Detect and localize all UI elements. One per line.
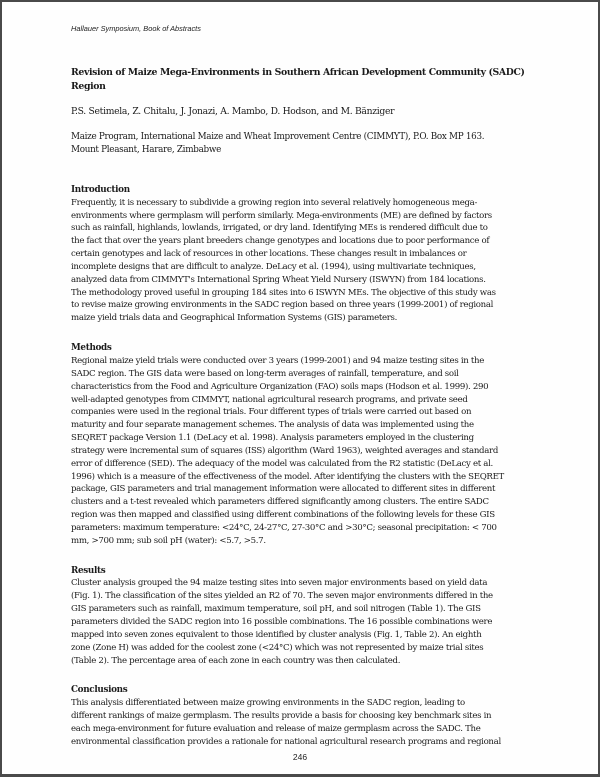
text-line: (Table 2). The percentage area of each zone in each country was then calculated. xyxy=(71,655,401,666)
affiliation-line: Maize Program, International Maize and Wheat Improvement Centre (CIMMYT), P.O. Box MP 163. xyxy=(71,131,485,142)
section-methods xyxy=(71,342,539,548)
text-line: mapped into seven zones equivalent to those identified by cluster analysis (Fig. 1, Table 2). An eighth xyxy=(71,629,482,640)
section-heading: Conclusions xyxy=(71,685,128,696)
text-line: well-adapted genotypes from CIMMYT, national agricultural research programs, and private seed xyxy=(71,394,468,405)
text-line: (Fig. 1). The classification of the sites yielded an R2 of 70. The seven major environments differed in the xyxy=(71,591,493,602)
page-number: 246 xyxy=(292,752,308,762)
text-line: the fact that over the years plant breeders change genotypes and locations due to poor performance of xyxy=(71,236,490,247)
section-paragraph xyxy=(71,577,539,667)
text-line: error of difference (SED). The adequacy of the model was calculated from the R2 statistic (DeLacy et al. xyxy=(71,458,493,469)
section-heading: Results xyxy=(71,565,106,576)
section-conclusions xyxy=(71,684,539,748)
text-line: clusters and a t-test revealed which parameters differed significantly among clusters. The entire SADC xyxy=(71,497,489,508)
text-line: different rankings of maize germplasm. The results provide a basis for choosing key benchmark sites in xyxy=(71,711,492,722)
section-introduction xyxy=(71,184,539,325)
text-line: SEQRET package Version 1.1 (DeLacy et al. 1998). Analysis parameters employed in the clustering xyxy=(71,433,474,444)
text-line: environments where germplasm will perform similarly. Mega-environments (ME) are defined by factors xyxy=(71,210,492,221)
title-line: Region xyxy=(71,80,106,92)
text-line: The methodology proved useful in grouping 184 sites into 6 ISWYN MEs. The objective of this study was xyxy=(71,287,496,298)
text-line: region was then mapped and classified using different combinations of the following levels for these GIS xyxy=(71,510,495,521)
section-heading: Methods xyxy=(71,343,112,354)
affiliation xyxy=(71,131,539,157)
section-heading: Introduction xyxy=(71,184,130,195)
text-line: parameters divided the SADC region into 16 possible combinations. The 16 possible combinations were xyxy=(71,617,493,627)
text-line: to revise maize growing environments in the SADC region based on three years (1999-2001) of regional xyxy=(71,300,494,311)
text-line: each mega-environment for future evaluation and release of maize germplasm across the SADC. The xyxy=(71,723,481,734)
text-line: such as rainfall, highlands, lowlands, irrigated, or dry land. Identifying MEs is rendered difficult due to xyxy=(71,223,488,234)
text-line: GIS parameters such as rainfall, maximum temperature, soil pH, and soil nitrogen (Table 1). The GIS xyxy=(71,604,481,615)
text-line: 1996) which is a measure of the effectiveness of the model. After identifying the clusters with the SEQRET xyxy=(71,471,504,482)
document-page xyxy=(2,2,598,774)
text-line: maturity and four separate management schemes. The analysis of data was implemented using the xyxy=(71,420,474,431)
section-results xyxy=(71,565,539,668)
text-line: SADC region. The GIS data were based on long-term averages of rainfall, temperature, and soil xyxy=(71,368,459,379)
text-line: certain genotypes and lack of resources in other locations. These changes result in imbalances or xyxy=(71,249,467,260)
title-line: Revision of Maize Mega-Environments in Southern African Development Community (SADC) xyxy=(71,67,525,78)
text-line: maize yield trials data and Geographical Information Systems (GIS) parameters. xyxy=(71,313,398,324)
text-line: strategy were incremental sum of squares (ISS) algorithm (Ward 1963), weighted averages and standard xyxy=(71,445,499,456)
abstract-body xyxy=(71,66,539,749)
running-head: Hallauer Symposium, Book of Abstracts xyxy=(71,24,201,33)
text-line: Frequently, it is necessary to subdivide a growing region into several relatively homogeneous mega- xyxy=(71,197,478,208)
text-line: parameters: maximum temperature: <24°C, 24-27°C, 27-30°C and >30°C; seasonal precipitation: < 700 xyxy=(71,522,497,533)
text-line: This analysis differentiated between maize growing environments in the SADC region, leading to xyxy=(71,698,465,709)
text-line: environmental classification provides a rationale for national agricultural research programs and regional xyxy=(71,736,501,747)
text-line: analyzed data from CIMMYT's International Spring Wheat Yield Nursery (ISWYN) from 184 locations. xyxy=(71,274,486,285)
text-line: incomplete designs that are difficult to analyze. DeLacy et al. (1994), using multivariate techniques, xyxy=(71,261,476,272)
text-line: companies were used in the regional trials. Four different types of trials were carried out based on xyxy=(71,407,472,418)
text-line: zone (Zone H) was added for the coolest zone (<24°C) which was not represented by maize trial sites xyxy=(71,642,484,653)
text-line: characteristics from the Food and Agriculture Organization (FAO) soils maps (Hodson et al. 1999). 290 xyxy=(71,381,489,392)
author-list: P.S. Setimela, Z. Chitalu, J. Jonazi, A. Mambo, D. Hodson, and M. Bänziger xyxy=(71,106,395,117)
affiliation-line: Mount Pleasant, Harare, Zimbabwe xyxy=(71,144,221,155)
text-line: mm, >700 mm; sub soil pH (water): <5.7, >5.7. xyxy=(71,535,266,546)
text-line: package, GIS parameters and trial management information were allocated to different sites in different xyxy=(71,484,496,495)
section-paragraph xyxy=(71,697,539,748)
text-line: Cluster analysis grouped the 94 maize testing sites into seven major environments based on yield data xyxy=(71,578,488,589)
section-paragraph xyxy=(71,355,539,548)
text-line: Regional maize yield trials were conducted over 3 years (1999-2001) and 94 maize testing sites in the xyxy=(71,355,484,366)
paper-title xyxy=(71,66,539,93)
section-paragraph xyxy=(71,197,539,325)
